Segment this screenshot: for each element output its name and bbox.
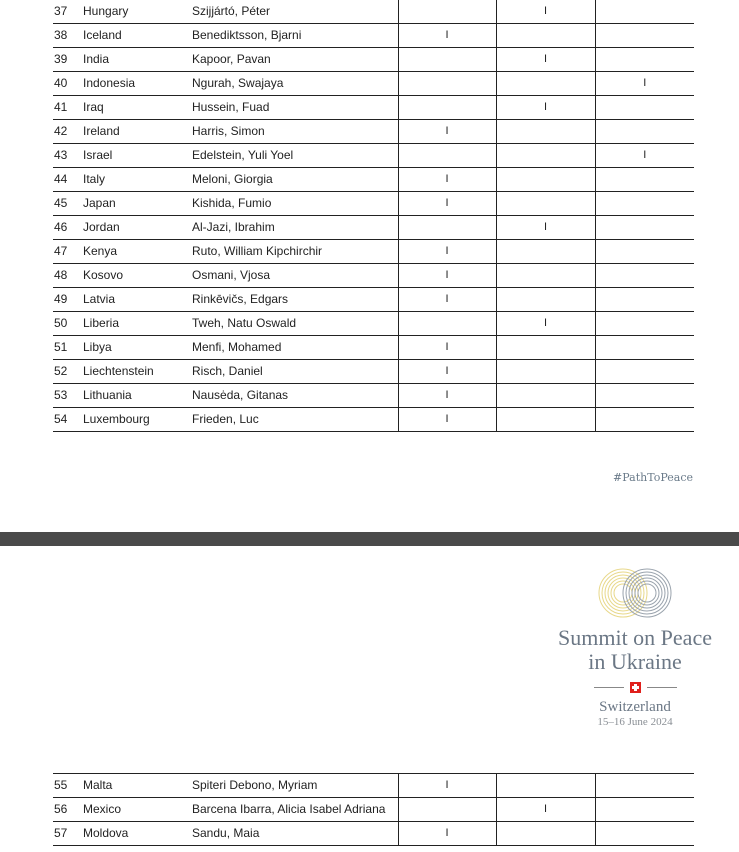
row-number xyxy=(53,360,83,384)
row-representative xyxy=(192,216,398,240)
empty-cell xyxy=(497,384,595,407)
table-row xyxy=(53,120,694,144)
mark-col-2 xyxy=(496,264,595,288)
table-row xyxy=(53,822,694,846)
mark-col-3 xyxy=(595,288,694,312)
empty-cell xyxy=(596,264,695,287)
attendance-mark: I xyxy=(543,221,548,233)
mark-col-3 xyxy=(595,48,694,72)
empty-cell xyxy=(596,408,695,431)
summit-logo xyxy=(540,566,730,728)
attendance-mark: I xyxy=(445,125,449,137)
row-representative-text: Rinkēvičs, Edgars xyxy=(192,292,289,306)
empty-cell xyxy=(596,312,695,335)
row-representative xyxy=(192,48,398,72)
empty-cell xyxy=(399,0,496,23)
row-number xyxy=(53,774,83,798)
attendance-mark: I xyxy=(643,77,647,89)
mark-col-3 xyxy=(595,216,694,240)
mark-col-2 xyxy=(496,774,595,798)
empty-cell xyxy=(497,72,595,95)
empty-cell xyxy=(596,822,695,845)
row-country xyxy=(83,240,192,264)
table-row xyxy=(53,336,694,360)
row-representative-text: Spiteri Debono, Myriam xyxy=(192,778,318,792)
row-number xyxy=(53,120,83,144)
empty-cell xyxy=(399,798,496,821)
row-representative xyxy=(192,72,398,96)
row-representative xyxy=(192,192,398,216)
attendance-mark: I xyxy=(543,53,548,65)
table-row xyxy=(53,96,694,120)
empty-cell xyxy=(497,336,595,359)
mark-col-1 xyxy=(398,288,496,312)
attendance-mark: I xyxy=(445,389,449,401)
row-number-text: 44 xyxy=(54,172,68,186)
row-number xyxy=(53,216,83,240)
row-number-text: 56 xyxy=(54,802,68,816)
mark-col-2 xyxy=(496,0,595,24)
mark-col-1 xyxy=(398,312,496,336)
table-row xyxy=(53,384,694,408)
row-representative-text: Frieden, Luc xyxy=(192,412,259,426)
row-number xyxy=(53,288,83,312)
mark-col-1 xyxy=(398,264,496,288)
logo-dates: 15–16 June 2024 xyxy=(597,716,673,728)
row-country-text: Mexico xyxy=(83,802,122,816)
table-row xyxy=(53,360,694,384)
row-country-text: Israel xyxy=(83,148,113,162)
attendance-mark: I xyxy=(445,779,449,791)
attendance-mark: I xyxy=(445,365,449,377)
mark-col-1 xyxy=(398,96,496,120)
row-country xyxy=(83,72,192,96)
row-representative-text: Menfi, Mohamed xyxy=(192,340,282,354)
row-representative xyxy=(192,288,398,312)
mark-col-2 xyxy=(496,168,595,192)
table-row xyxy=(53,0,694,24)
row-representative-text: Harris, Simon xyxy=(192,124,265,138)
empty-cell xyxy=(596,240,695,263)
mark-col-3 xyxy=(595,240,694,264)
attendance-mark: I xyxy=(445,173,449,185)
row-country-text: Latvia xyxy=(83,292,116,306)
row-representative-text: Tweh, Natu Oswald xyxy=(192,316,297,330)
mark-col-3 xyxy=(595,72,694,96)
mark-col-2 xyxy=(496,822,595,846)
mark-col-1 xyxy=(398,48,496,72)
attendance-mark: I xyxy=(445,29,449,41)
mark-col-2 xyxy=(496,24,595,48)
row-country xyxy=(83,0,192,24)
table-row xyxy=(53,48,694,72)
row-country xyxy=(83,822,192,846)
row-representative-text: Kishida, Fumio xyxy=(192,196,272,210)
row-number xyxy=(53,798,83,822)
logo-title-line1: Summit on Peace xyxy=(558,625,712,650)
row-country-text: Liechtenstein xyxy=(83,364,154,378)
mark-col-1 xyxy=(398,0,496,24)
row-representative-text: Szijjártó, Péter xyxy=(192,4,271,18)
mark-col-3 xyxy=(595,24,694,48)
mark-col-1 xyxy=(398,384,496,408)
row-representative xyxy=(192,120,398,144)
mark-col-1 xyxy=(398,822,496,846)
row-number xyxy=(53,168,83,192)
mark-col-2 xyxy=(496,798,595,822)
attendance-mark: I xyxy=(445,341,449,353)
mark-col-1 xyxy=(398,192,496,216)
mark-col-2 xyxy=(496,408,595,432)
mark-col-1 xyxy=(398,72,496,96)
empty-cell xyxy=(596,288,695,311)
row-number xyxy=(53,240,83,264)
empty-cell xyxy=(596,168,695,191)
mark-col-3 xyxy=(595,264,694,288)
mark-col-1 xyxy=(398,408,496,432)
mark-col-1 xyxy=(398,168,496,192)
empty-cell xyxy=(497,240,595,263)
empty-cell xyxy=(596,48,695,71)
row-number xyxy=(53,144,83,168)
row-number xyxy=(53,408,83,432)
row-representative xyxy=(192,774,398,798)
empty-cell xyxy=(497,192,595,215)
row-number-text: 55 xyxy=(54,778,68,792)
row-number-text: 37 xyxy=(54,4,68,18)
row-number-text: 49 xyxy=(54,292,68,306)
empty-cell xyxy=(596,774,695,797)
page-divider xyxy=(0,532,739,546)
row-country xyxy=(83,798,192,822)
row-country-text: Iraq xyxy=(83,100,104,114)
mark-col-2 xyxy=(496,336,595,360)
empty-cell xyxy=(596,120,695,143)
row-number xyxy=(53,264,83,288)
row-country-text: Hungary xyxy=(83,4,129,18)
logo-country: Switzerland xyxy=(599,699,671,715)
row-country-text: Italy xyxy=(83,172,106,186)
row-number-text: 40 xyxy=(54,76,68,90)
row-representative-text: Barcena Ibarra, Alicia Isabel Adriana xyxy=(192,802,386,816)
table-row xyxy=(53,312,694,336)
attendance-table-2 xyxy=(53,773,694,846)
rings-logo-icon xyxy=(593,566,677,620)
attendance-table-1 xyxy=(53,0,694,432)
row-representative xyxy=(192,798,398,822)
attendance-mark: I xyxy=(643,149,647,161)
mark-col-2 xyxy=(496,240,595,264)
attendance-mark: I xyxy=(543,5,548,17)
empty-cell xyxy=(399,72,496,95)
mark-col-3 xyxy=(595,0,694,24)
row-country xyxy=(83,264,192,288)
mark-col-1 xyxy=(398,24,496,48)
empty-cell xyxy=(497,408,595,431)
row-number xyxy=(53,24,83,48)
empty-cell xyxy=(399,48,496,71)
empty-cell xyxy=(596,96,695,119)
empty-cell xyxy=(596,0,695,23)
attendance-mark: I xyxy=(445,197,449,209)
row-representative-text: Hussein, Fuad xyxy=(192,100,270,114)
attendance-mark: I xyxy=(543,317,548,329)
empty-cell xyxy=(596,360,695,383)
rule-right xyxy=(647,687,677,688)
mark-col-3 xyxy=(595,336,694,360)
row-representative xyxy=(192,24,398,48)
row-country xyxy=(83,336,192,360)
hashtag: #PathToPeace xyxy=(613,471,693,484)
row-country xyxy=(83,774,192,798)
mark-col-2 xyxy=(496,288,595,312)
row-number-text: 57 xyxy=(54,826,68,840)
table-row xyxy=(53,168,694,192)
empty-cell xyxy=(497,120,595,143)
row-country xyxy=(83,144,192,168)
row-number xyxy=(53,0,83,24)
row-number-text: 48 xyxy=(54,268,68,282)
row-representative xyxy=(192,96,398,120)
row-number-text: 42 xyxy=(54,124,68,138)
row-representative xyxy=(192,312,398,336)
row-country-text: Indonesia xyxy=(83,76,136,90)
row-country xyxy=(83,192,192,216)
row-country xyxy=(83,384,192,408)
row-country-text: Kenya xyxy=(83,244,118,258)
row-number xyxy=(53,822,83,846)
empty-cell xyxy=(497,144,595,167)
row-country xyxy=(83,48,192,72)
empty-cell xyxy=(497,822,595,845)
mark-col-2 xyxy=(496,312,595,336)
row-number-text: 45 xyxy=(54,196,68,210)
mark-col-1 xyxy=(398,798,496,822)
row-number-text: 46 xyxy=(54,220,68,234)
empty-cell xyxy=(497,264,595,287)
mark-col-3 xyxy=(595,144,694,168)
row-representative-text: Nausėda, Gitanas xyxy=(192,388,289,402)
row-country-text: India xyxy=(83,52,110,66)
row-country-text: Liberia xyxy=(83,316,120,330)
row-representative xyxy=(192,264,398,288)
row-representative-text: Ngurah, Swajaya xyxy=(192,76,284,90)
row-representative xyxy=(192,822,398,846)
mark-col-1 xyxy=(398,216,496,240)
empty-cell xyxy=(399,216,496,239)
table-row xyxy=(53,72,694,96)
row-country xyxy=(83,360,192,384)
logo-title-line2: in Ukraine xyxy=(588,649,682,674)
row-representative xyxy=(192,168,398,192)
mark-col-1 xyxy=(398,360,496,384)
mark-col-3 xyxy=(595,96,694,120)
row-number-text: 54 xyxy=(54,412,68,426)
row-number-text: 53 xyxy=(54,388,68,402)
empty-cell xyxy=(596,336,695,359)
row-country-text: Iceland xyxy=(83,28,122,42)
mark-col-2 xyxy=(496,144,595,168)
empty-cell xyxy=(399,312,496,335)
empty-cell xyxy=(497,24,595,47)
attendance-mark: I xyxy=(543,101,548,113)
mark-col-2 xyxy=(496,48,595,72)
attendance-mark: I xyxy=(445,413,449,425)
table-row xyxy=(53,192,694,216)
row-number xyxy=(53,48,83,72)
row-number xyxy=(53,72,83,96)
attendance-mark: I xyxy=(445,269,449,281)
table-row xyxy=(53,774,694,798)
row-representative-text: Kapoor, Pavan xyxy=(192,52,271,66)
attendance-mark: I xyxy=(445,293,449,305)
empty-cell xyxy=(497,168,595,191)
empty-cell xyxy=(399,96,496,119)
mark-col-3 xyxy=(595,384,694,408)
page-2 xyxy=(0,546,739,852)
row-country-text: Libya xyxy=(83,340,112,354)
empty-cell xyxy=(399,144,496,167)
empty-cell xyxy=(596,384,695,407)
mark-col-1 xyxy=(398,336,496,360)
mark-col-2 xyxy=(496,72,595,96)
mark-col-3 xyxy=(595,168,694,192)
row-country xyxy=(83,24,192,48)
row-number xyxy=(53,96,83,120)
row-country xyxy=(83,96,192,120)
mark-col-3 xyxy=(595,798,694,822)
row-number-text: 39 xyxy=(54,52,68,66)
row-country xyxy=(83,168,192,192)
mark-col-1 xyxy=(398,240,496,264)
row-representative xyxy=(192,384,398,408)
row-number xyxy=(53,336,83,360)
mark-col-2 xyxy=(496,360,595,384)
row-number-text: 41 xyxy=(54,100,68,114)
table-row xyxy=(53,216,694,240)
row-country-text: Ireland xyxy=(83,124,120,138)
mark-col-3 xyxy=(595,360,694,384)
mark-col-2 xyxy=(496,384,595,408)
mark-col-2 xyxy=(496,96,595,120)
mark-col-2 xyxy=(496,120,595,144)
mark-col-3 xyxy=(595,408,694,432)
table-row xyxy=(53,408,694,432)
row-number-text: 52 xyxy=(54,364,68,378)
empty-cell xyxy=(497,360,595,383)
mark-col-2 xyxy=(496,192,595,216)
row-number xyxy=(53,192,83,216)
empty-cell xyxy=(596,798,695,821)
row-number-text: 50 xyxy=(54,316,68,330)
row-representative-text: Meloni, Giorgia xyxy=(192,172,273,186)
row-country-text: Luxembourg xyxy=(83,412,150,426)
attendance-mark: I xyxy=(445,245,449,257)
table-row xyxy=(53,144,694,168)
row-representative-text: Al-Jazi, Ibrahim xyxy=(192,220,275,234)
mark-col-1 xyxy=(398,144,496,168)
row-representative xyxy=(192,336,398,360)
row-representative xyxy=(192,144,398,168)
mark-col-1 xyxy=(398,120,496,144)
table-row xyxy=(53,264,694,288)
mark-col-1 xyxy=(398,774,496,798)
attendance-mark: I xyxy=(543,803,548,815)
mark-col-3 xyxy=(595,312,694,336)
empty-cell xyxy=(497,774,595,797)
row-number xyxy=(53,384,83,408)
mark-col-3 xyxy=(595,120,694,144)
row-country-text: Kosovo xyxy=(83,268,124,282)
row-representative-text: Ruto, William Kipchirchir xyxy=(192,244,323,258)
empty-cell xyxy=(497,288,595,311)
row-country xyxy=(83,312,192,336)
mark-col-3 xyxy=(595,192,694,216)
table-row xyxy=(53,24,694,48)
row-number xyxy=(53,312,83,336)
row-representative-text: Osmani, Vjosa xyxy=(192,268,271,282)
row-representative xyxy=(192,360,398,384)
table-row xyxy=(53,240,694,264)
row-representative-text: Sandu, Maia xyxy=(192,826,260,840)
row-number-text: 47 xyxy=(54,244,68,258)
row-country xyxy=(83,288,192,312)
row-representative-text: Benediktsson, Bjarni xyxy=(192,28,302,42)
row-number-text: 38 xyxy=(54,28,68,42)
rule-left xyxy=(594,687,624,688)
row-country-text: Malta xyxy=(83,778,113,792)
swiss-flag-icon xyxy=(630,682,641,693)
table-row xyxy=(53,798,694,822)
row-country-text: Jordan xyxy=(83,220,120,234)
flag-row xyxy=(540,682,730,693)
row-country-text: Lithuania xyxy=(83,388,132,402)
mark-col-3 xyxy=(595,774,694,798)
empty-cell xyxy=(596,216,695,239)
row-representative-text: Edelstein, Yuli Yoel xyxy=(192,148,294,162)
row-country xyxy=(83,216,192,240)
mark-col-2 xyxy=(496,216,595,240)
row-representative-text: Risch, Daniel xyxy=(192,364,263,378)
row-country xyxy=(83,408,192,432)
empty-cell xyxy=(596,24,695,47)
row-country-text: Moldova xyxy=(83,826,129,840)
row-representative xyxy=(192,408,398,432)
attendance-mark: I xyxy=(445,827,449,839)
row-number-text: 43 xyxy=(54,148,68,162)
table-row xyxy=(53,288,694,312)
row-representative xyxy=(192,240,398,264)
empty-cell xyxy=(596,192,695,215)
row-country xyxy=(83,120,192,144)
row-country-text: Japan xyxy=(83,196,116,210)
row-number-text: 51 xyxy=(54,340,68,354)
row-representative xyxy=(192,0,398,24)
mark-col-3 xyxy=(595,822,694,846)
